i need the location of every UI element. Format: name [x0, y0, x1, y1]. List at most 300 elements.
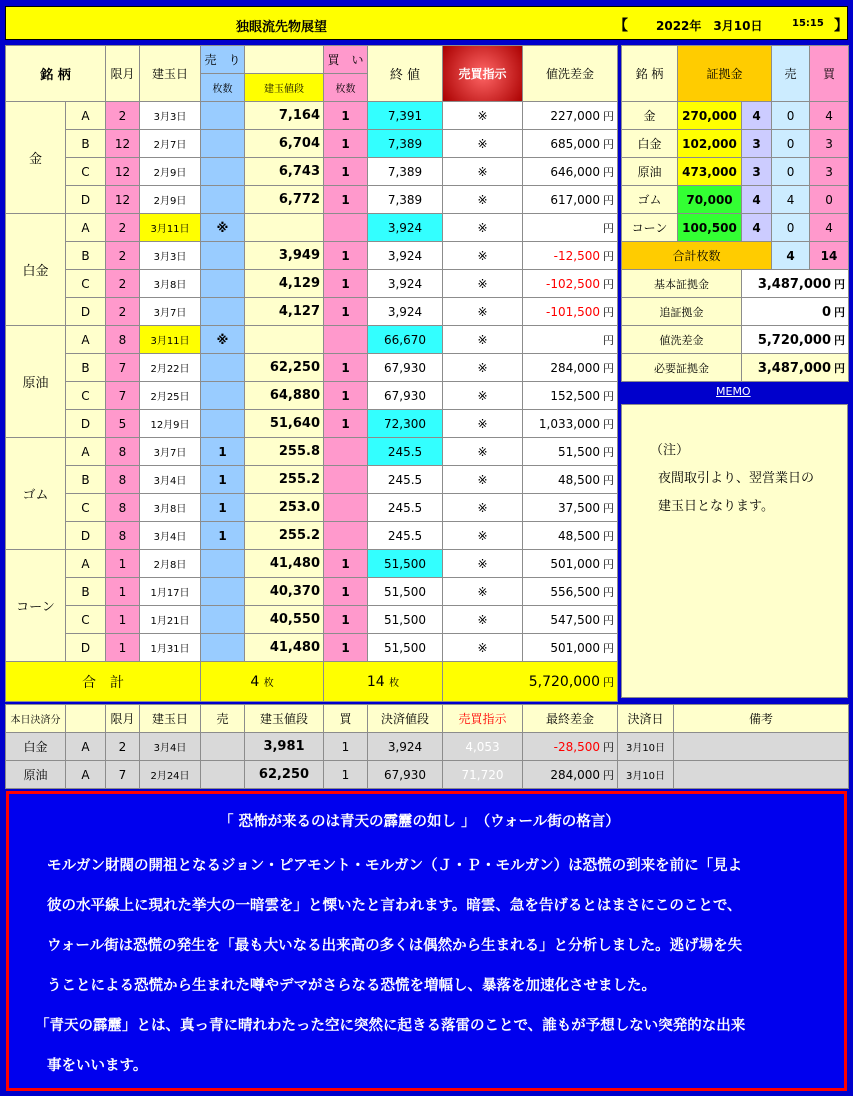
yen-unit: 円: [603, 193, 614, 207]
group-name-2: 原油: [6, 326, 66, 438]
margin-row-sell: 0: [772, 214, 810, 242]
sell-header: 売 り: [201, 46, 245, 74]
row-limit: 8: [106, 438, 140, 466]
total-sell-value: 4: [250, 673, 260, 690]
memo-line: 夜間取引より、翌営業日の: [658, 471, 815, 486]
settle-row-name: 原油: [6, 761, 66, 789]
row-limit: 8: [106, 494, 140, 522]
margin-row-value: 100,500: [678, 214, 742, 242]
row-date: 1月21日: [140, 606, 201, 634]
row-buy: 1: [324, 410, 368, 438]
row-diff-value: 501,000: [550, 556, 600, 571]
margin-row-name: 白金: [622, 130, 678, 158]
row-date: 3月8日: [140, 494, 201, 522]
row-sell: [201, 634, 245, 662]
row-entry-price: 40,370: [245, 578, 324, 606]
row-instruction: ※: [443, 382, 523, 410]
row-diff-value: 646,000: [550, 164, 600, 179]
yen-unit: 円: [603, 333, 614, 347]
summary-value-0: [742, 270, 849, 298]
settle-entry-header: 建玉値段: [245, 705, 324, 733]
row-diff: [523, 606, 618, 634]
total-sell: [201, 662, 324, 702]
row-entry-price: 255.8: [245, 438, 324, 466]
row-entry-price: 6,743: [245, 158, 324, 186]
entry-price-header: 建玉値段: [245, 74, 324, 102]
positions-table: [5, 45, 618, 702]
yen-unit: 円: [603, 221, 614, 235]
settle-row-instruction: 4,053: [443, 733, 523, 761]
row-diff-value: 48,500: [558, 528, 600, 543]
row-instruction: ※: [443, 522, 523, 550]
row-buy: [324, 494, 368, 522]
row-sub: C: [66, 382, 106, 410]
row-sell: [201, 354, 245, 382]
row-buy: 1: [324, 130, 368, 158]
row-sub: A: [66, 550, 106, 578]
row-close: 51,500: [368, 550, 443, 578]
row-date: 2月9日: [140, 158, 201, 186]
row-diff: [523, 102, 618, 130]
memo-label[interactable]: MEMO: [716, 385, 751, 398]
row-buy: [324, 466, 368, 494]
memo-panel: [621, 385, 848, 698]
settle-day-header: 決済日: [618, 705, 674, 733]
row-entry-price: 64,880: [245, 382, 324, 410]
yen-unit: 円: [603, 613, 614, 627]
row-buy: 1: [324, 186, 368, 214]
row-sub: C: [66, 494, 106, 522]
row-sell: [201, 410, 245, 438]
row-limit: 1: [106, 550, 140, 578]
row-limit: 2: [106, 242, 140, 270]
margin-brand-header: 銘 柄: [622, 46, 678, 102]
yen-unit: 円: [603, 137, 614, 151]
row-close: 66,670: [368, 326, 443, 354]
row-buy: 1: [324, 102, 368, 130]
row-diff-value: 501,000: [550, 640, 600, 655]
row-sell: [201, 102, 245, 130]
settle-price-header: 決済値段: [368, 705, 443, 733]
yen-unit: 円: [603, 277, 614, 291]
row-buy: 1: [324, 242, 368, 270]
row-diff: [523, 354, 618, 382]
row-diff-value: 284,000: [550, 360, 600, 375]
settle-instruction-header: 売買指示: [443, 705, 523, 733]
settle-row-day: 3月10日: [618, 733, 674, 761]
row-close: 3,924: [368, 270, 443, 298]
row-diff-value: 37,500: [558, 500, 600, 515]
settle-date-header: 建玉日: [140, 705, 201, 733]
margin-row-buy: 4: [810, 102, 849, 130]
row-instruction: ※: [443, 270, 523, 298]
summary-label-0: 基本証拠金: [622, 270, 742, 298]
row-diff: [523, 270, 618, 298]
summary-label-2: 値洗差金: [622, 326, 742, 354]
row-sub: B: [66, 578, 106, 606]
settle-row-sell: [201, 761, 245, 789]
row-date: 12月9日: [140, 410, 201, 438]
margin-row-name: 金: [622, 102, 678, 130]
sell-qty-header: 枚数: [201, 74, 245, 102]
row-instruction: ※: [443, 578, 523, 606]
margin-row-count: 4: [742, 186, 772, 214]
row-entry-price: 40,550: [245, 606, 324, 634]
unit-label: 枚: [389, 677, 400, 689]
row-sub: A: [66, 214, 106, 242]
margin-row-value: 270,000: [678, 102, 742, 130]
row-buy: 1: [324, 606, 368, 634]
total-diff-value: 5,720,000: [528, 673, 600, 690]
row-limit: 7: [106, 354, 140, 382]
row-sell: ※: [201, 214, 245, 242]
row-close: 245.5: [368, 522, 443, 550]
summary-amount: 5,720,000: [757, 332, 832, 348]
blank-header: [66, 705, 106, 733]
row-close: 245.5: [368, 494, 443, 522]
settle-row-settle: 67,930: [368, 761, 443, 789]
row-limit: 2: [106, 270, 140, 298]
margin-row-sell: 0: [772, 130, 810, 158]
title-bar: [5, 6, 848, 40]
yen-unit: 円: [603, 501, 614, 515]
row-close: 67,930: [368, 354, 443, 382]
yen-unit: 円: [603, 585, 614, 599]
margin-row-buy: 4: [810, 214, 849, 242]
row-limit: 5: [106, 410, 140, 438]
margin-row-buy: 0: [810, 186, 849, 214]
row-buy: [324, 438, 368, 466]
row-sub: B: [66, 466, 106, 494]
row-sell: [201, 270, 245, 298]
row-close: 3,924: [368, 214, 443, 242]
row-limit: 7: [106, 382, 140, 410]
row-entry-price: 255.2: [245, 466, 324, 494]
row-date: 3月8日: [140, 270, 201, 298]
row-date: 3月4日: [140, 522, 201, 550]
settle-final-value: 284,000: [550, 767, 600, 782]
date-label: 2022年 3月10日: [656, 19, 763, 33]
row-sub: C: [66, 158, 106, 186]
row-close: 67,930: [368, 382, 443, 410]
row-date: 3月3日: [140, 102, 201, 130]
quote-title: 「 恐怖が来るのは青天の霹靂の如し 」 （ウォール街の格言）: [219, 814, 620, 830]
row-instruction: ※: [443, 634, 523, 662]
quote-line: うことによる恐慌から生まれた噂やデマがさらなる恐慌を増幅し、暴落を加速化させました。: [47, 978, 656, 994]
quote-line: 「青天の霹靂」とは、真っ青に晴れわたった空に突然に起きる落雷のことで、誰もが予想しない突発的な出来: [35, 1018, 746, 1034]
row-diff: [523, 214, 618, 242]
row-diff: [523, 522, 618, 550]
yen-unit: 円: [603, 675, 614, 689]
yen-unit: 円: [603, 305, 614, 319]
row-sub: A: [66, 102, 106, 130]
row-entry-price: 4,129: [245, 270, 324, 298]
settle-row-final: [523, 733, 618, 761]
row-date: 2月22日: [140, 354, 201, 382]
row-diff-value: -12,500: [553, 248, 600, 263]
row-diff-value: 617,000: [550, 192, 600, 207]
row-close: 7,389: [368, 130, 443, 158]
summary-value-3: [742, 354, 849, 382]
row-instruction: ※: [443, 438, 523, 466]
bracket-right: 】: [834, 18, 848, 34]
total-buy-value: 14: [366, 673, 385, 690]
summary-amount: 0: [821, 304, 832, 320]
yen-unit: 円: [603, 361, 614, 375]
margin-row-value: 473,000: [678, 158, 742, 186]
settle-row-day: 3月10日: [618, 761, 674, 789]
row-sub: A: [66, 326, 106, 354]
settle-buy-header: 買: [324, 705, 368, 733]
row-instruction: ※: [443, 410, 523, 438]
row-date: 2月8日: [140, 550, 201, 578]
yen-unit: 円: [603, 740, 614, 754]
margin-row-count: 4: [742, 214, 772, 242]
margin-row-buy: 3: [810, 158, 849, 186]
total-buy: [324, 662, 443, 702]
row-diff: [523, 410, 618, 438]
row-limit: 8: [106, 466, 140, 494]
row-limit: 2: [106, 298, 140, 326]
quote-line: 事をいいます。: [47, 1058, 148, 1074]
instruction-header: 売買指示: [443, 46, 523, 102]
row-sell: [201, 578, 245, 606]
settle-row-sell: [201, 733, 245, 761]
settle-row-note: [674, 733, 849, 761]
row-limit: 12: [106, 130, 140, 158]
time-label: 15:15: [792, 18, 824, 29]
quote-line: 彼の水平線上に現れた挙大の一暗雲を」と慄いたと言われます。暗雲、急を告げるとはまさにこのことで、: [47, 898, 742, 914]
row-date: 3月11日: [140, 214, 201, 242]
row-sub: D: [66, 298, 106, 326]
yen-unit: 円: [603, 389, 614, 403]
row-instruction: ※: [443, 214, 523, 242]
margin-row-name: 原油: [622, 158, 678, 186]
row-instruction: ※: [443, 102, 523, 130]
row-buy: 1: [324, 354, 368, 382]
row-close: 3,924: [368, 298, 443, 326]
row-limit: 8: [106, 326, 140, 354]
row-diff: [523, 494, 618, 522]
row-entry-price: [245, 326, 324, 354]
quote-line: モルガン財閥の開祖となるジョン・ピアモント・モルガン（Ｊ・Ｐ・モルガン）は恐慌の到来を前に「見よ: [47, 858, 743, 874]
row-buy: 1: [324, 158, 368, 186]
row-close: 72,300: [368, 410, 443, 438]
yen-unit: 円: [603, 768, 614, 782]
row-instruction: ※: [443, 466, 523, 494]
margin-row-name: コーン: [622, 214, 678, 242]
row-close: 51,500: [368, 634, 443, 662]
row-sell: [201, 242, 245, 270]
row-limit: 2: [106, 214, 140, 242]
summary-amount: 3,487,000: [757, 360, 832, 376]
quote-line: ウォール街は恐慌の発生を「最も大いなる出来高の多くは偶然から生まれる」と分析しました。逃げ場を失: [47, 938, 743, 954]
row-entry-price: 3,949: [245, 242, 324, 270]
settle-row-buy: 1: [324, 761, 368, 789]
row-limit: 1: [106, 606, 140, 634]
settle-row-instruction: 71,720: [443, 761, 523, 789]
row-buy: 1: [324, 578, 368, 606]
row-instruction: ※: [443, 242, 523, 270]
row-diff-value: 556,500: [550, 584, 600, 599]
row-diff-value: 227,000: [550, 108, 600, 123]
row-diff-value: -102,500: [546, 276, 600, 291]
row-diff-value: 48,500: [558, 472, 600, 487]
margin-row-name: ゴム: [622, 186, 678, 214]
margin-header: 証拠金: [678, 46, 772, 102]
settle-row-date: 2月24日: [140, 761, 201, 789]
margin-row-count: 3: [742, 158, 772, 186]
summary-amount: 3,487,000: [757, 276, 832, 292]
total-count-label: 合計枚数: [622, 242, 772, 270]
settle-row-final: [523, 761, 618, 789]
row-entry-price: 6,704: [245, 130, 324, 158]
buy-header: 買 い: [324, 46, 368, 74]
yen-unit: 円: [834, 277, 846, 291]
row-entry-price: 4,127: [245, 298, 324, 326]
settle-row-entry: 3,981: [245, 733, 324, 761]
row-date: 3月3日: [140, 242, 201, 270]
settle-note-header: 備考: [674, 705, 849, 733]
entry-date-header: 建玉日: [140, 46, 201, 102]
margin-row-value: 70,000: [678, 186, 742, 214]
diff-header: 値洗差金: [523, 46, 618, 102]
settle-row-sub: A: [66, 733, 106, 761]
row-instruction: ※: [443, 158, 523, 186]
row-date: 2月7日: [140, 130, 201, 158]
yen-unit: 円: [603, 557, 614, 571]
row-instruction: ※: [443, 326, 523, 354]
row-buy: 1: [324, 634, 368, 662]
settle-row-limit: 2: [106, 733, 140, 761]
blank-header: [245, 46, 324, 74]
row-diff: [523, 130, 618, 158]
bracket-left: 【: [614, 18, 628, 34]
row-date: 3月11日: [140, 326, 201, 354]
row-date: 1月17日: [140, 578, 201, 606]
margin-table: [621, 45, 849, 382]
row-date: 2月9日: [140, 186, 201, 214]
margin-row-count: 3: [742, 130, 772, 158]
row-diff: [523, 326, 618, 354]
row-diff: [523, 466, 618, 494]
row-close: 7,391: [368, 102, 443, 130]
summary-value-1: [742, 298, 849, 326]
row-limit: 8: [106, 522, 140, 550]
row-sub: D: [66, 186, 106, 214]
row-sell: [201, 298, 245, 326]
margin-row-sell: 4: [772, 186, 810, 214]
settle-row-entry: 62,250: [245, 761, 324, 789]
row-entry-price: 255.2: [245, 522, 324, 550]
margin-sell-header: 売: [772, 46, 810, 102]
yen-unit: 円: [603, 445, 614, 459]
margin-row-buy: 3: [810, 130, 849, 158]
row-sell: 1: [201, 494, 245, 522]
row-date: 3月4日: [140, 466, 201, 494]
row-instruction: ※: [443, 298, 523, 326]
yen-unit: 円: [834, 333, 846, 347]
row-buy: 1: [324, 270, 368, 298]
settle-row-buy: 1: [324, 733, 368, 761]
row-instruction: ※: [443, 550, 523, 578]
row-sub: B: [66, 130, 106, 158]
row-instruction: ※: [443, 354, 523, 382]
summary-value-2: [742, 326, 849, 354]
row-buy: 1: [324, 550, 368, 578]
yen-unit: 円: [603, 529, 614, 543]
row-close: 7,389: [368, 186, 443, 214]
row-sell: [201, 550, 245, 578]
yen-unit: 円: [603, 473, 614, 487]
settle-row-note: [674, 761, 849, 789]
group-name-4: コーン: [6, 550, 66, 662]
total-count-sell: 4: [772, 242, 810, 270]
memo-line: 建玉日となります。: [658, 499, 774, 514]
row-limit: 1: [106, 578, 140, 606]
margin-row-value: 102,000: [678, 130, 742, 158]
brand-header: 銘 柄: [6, 46, 106, 102]
row-diff: [523, 186, 618, 214]
row-diff: [523, 382, 618, 410]
row-diff: [523, 578, 618, 606]
row-date: 2月25日: [140, 382, 201, 410]
yen-unit: 円: [603, 417, 614, 431]
quote-panel: [6, 791, 847, 1091]
yen-unit: 円: [834, 361, 846, 375]
row-date: 3月7日: [140, 438, 201, 466]
row-diff-value: 685,000: [550, 136, 600, 151]
row-instruction: ※: [443, 494, 523, 522]
total-count-buy: 14: [810, 242, 849, 270]
row-date: 1月31日: [140, 634, 201, 662]
row-diff: [523, 158, 618, 186]
unit-label: 枚: [263, 677, 274, 689]
row-diff-value: 547,500: [550, 612, 600, 627]
row-entry-price: 62,250: [245, 354, 324, 382]
row-sub: D: [66, 522, 106, 550]
row-diff: [523, 550, 618, 578]
row-sub: B: [66, 354, 106, 382]
row-buy: [324, 326, 368, 354]
row-buy: 1: [324, 298, 368, 326]
row-entry-price: 51,640: [245, 410, 324, 438]
settle-row-settle: 3,924: [368, 733, 443, 761]
row-close: 3,924: [368, 242, 443, 270]
row-diff-value: -101,500: [546, 304, 600, 319]
row-sub: C: [66, 270, 106, 298]
row-entry-price: 7,164: [245, 102, 324, 130]
settle-limit-header: 限月: [106, 705, 140, 733]
row-sell: 1: [201, 438, 245, 466]
row-diff-value: 51,500: [558, 444, 600, 459]
settle-final-header: 最終差金: [523, 705, 618, 733]
settle-row-name: 白金: [6, 733, 66, 761]
total-diff: [443, 662, 618, 702]
row-buy: [324, 214, 368, 242]
yen-unit: 円: [603, 249, 614, 263]
row-instruction: ※: [443, 186, 523, 214]
row-sub: D: [66, 634, 106, 662]
row-close: 51,500: [368, 578, 443, 606]
total-label: 合 計: [6, 662, 201, 702]
page-title: 独眼流先物展望: [236, 20, 328, 35]
row-diff: [523, 298, 618, 326]
row-diff-value: 152,500: [550, 388, 600, 403]
row-sell: [201, 130, 245, 158]
row-close: 7,389: [368, 158, 443, 186]
group-name-0: 金: [6, 102, 66, 214]
